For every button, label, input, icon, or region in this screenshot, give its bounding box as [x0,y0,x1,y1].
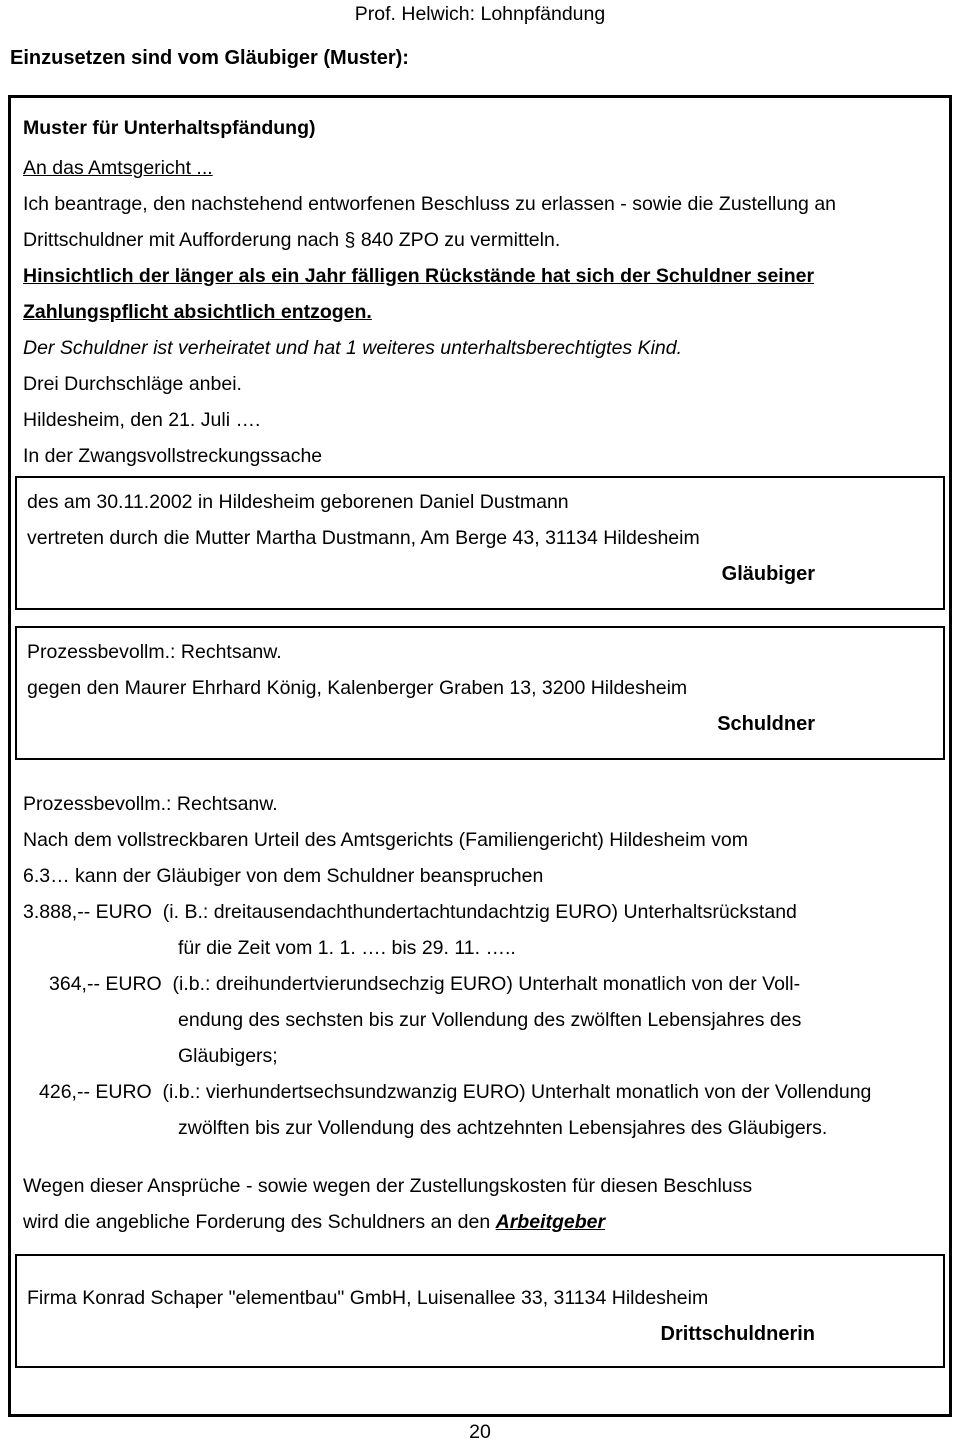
assignment-line [23,1204,937,1240]
arrears-emphasis-line [23,294,937,330]
marital-status-note: Der Schuldner ist verheiratet und hat 1 weiteres unterhaltsberechtigtes Kind. [23,337,683,359]
judgment-line: Nach dem vollstreckbaren Urteil des Amtsgerichts (Familiengericht) Hildesheim vom [23,829,748,851]
arrears-emphasis-line [23,258,937,294]
place-date-line: Hildesheim, den 21. Juli …. [23,409,261,431]
party-label-schuldner: Schuldner [717,713,815,735]
copies-note: Drei Durchschläge anbei. [23,373,242,395]
assignment-line-prefix: wird die angebliche Forderung des Schuldners an den [23,1211,496,1233]
court-address-line [23,150,937,186]
glaeubiger-detail-line: vertreten durch die Mutter Martha Dustmann, Am Berge 43, 31134 Hildesheim [27,527,700,549]
arbeitgeber-emphasis: Arbeitgeber [495,1211,606,1233]
party-label-glaeubiger: Gläubiger [721,563,815,585]
claims-section [23,786,937,1146]
intro-label: Einzusetzen sind vom Gläubiger (Muster): [10,47,409,69]
claim-continuation-line: endung des sechsten bis zur Vollendung des zwölften Lebensjahres des [178,1009,802,1031]
court-address-text: An das Amtsgericht ... [23,157,213,179]
prozessbevollm-line: Prozessbevollm.: Rechtsanw. [27,641,282,663]
judgment-line: 6.3… kann der Gläubiger von dem Schuldner beanspruchen [23,865,544,887]
claim-amount-line: 3.888,-- EURO (i. B.: dreitausendachthundertachtundachtzig EURO) Unterhaltsrückstand [23,901,797,923]
assignment-line: Wegen dieser Ansprüche - sowie wegen der Zustellungskosten für diesen Beschluss [23,1175,753,1197]
document-header-title: Prof. Helwich: Lohnpfändung [354,3,606,25]
arrears-emphasis-text: Zahlungspflicht absichtlich entzogen. [23,301,372,323]
claim-amount-line: 426,-- EURO (i.b.: vierhundertsechsundzwanzig EURO) Unterhalt monatlich von der Vollendung [39,1081,872,1103]
request-line: Ich beantrage, den nachstehend entworfenen Beschluss zu erlassen - sowie die Zustellung an [23,193,837,215]
request-line: Drittschuldner mit Aufforderung nach § 840 ZPO zu vermitteln. [23,229,561,251]
document-outer-box [8,95,952,1417]
glaeubiger-detail-line: des am 30.11.2002 in Hildesheim geborenen Daniel Dustmann [27,491,569,513]
claim-amount-line: 364,-- EURO (i.b.: dreihundertvierundsechzig EURO) Unterhalt monatlich von der Voll- [49,973,801,995]
drittschuldner-detail-line: Firma Konrad Schaper "elementbau" GmbH, Luisenallee 33, 31134 Hildesheim [27,1287,709,1309]
glaeubiger-box [15,476,945,610]
schuldner-box [15,626,945,760]
prozessbevollm-line: Prozessbevollm.: Rechtsanw. [23,793,278,815]
drittschuldner-box [15,1254,945,1368]
claim-continuation-line: für die Zeit vom 1. 1. …. bis 29. 11. ….. [178,937,516,959]
document-title: Muster für Unterhaltspfändung) [23,117,316,139]
claim-continuation-line: zwölften bis zur Vollendung des achtzehnten Lebensjahres des Gläubigers. [178,1117,828,1139]
assignment-paragraph [23,1168,937,1240]
page-number: 20 [469,1421,491,1443]
arrears-emphasis-text: Hinsichtlich der länger als ein Jahr fälligen Rückstände hat sich der Schuldner seiner [23,265,815,287]
party-label-drittschuldnerin: Drittschuldnerin [660,1323,815,1345]
case-intro-line: In der Zwangsvollstreckungssache [23,445,323,467]
claim-continuation-line: Gläubigers; [178,1045,278,1067]
schuldner-detail-line: gegen den Maurer Ehrhard König, Kalenberger Graben 13, 3200 Hildesheim [27,677,688,699]
